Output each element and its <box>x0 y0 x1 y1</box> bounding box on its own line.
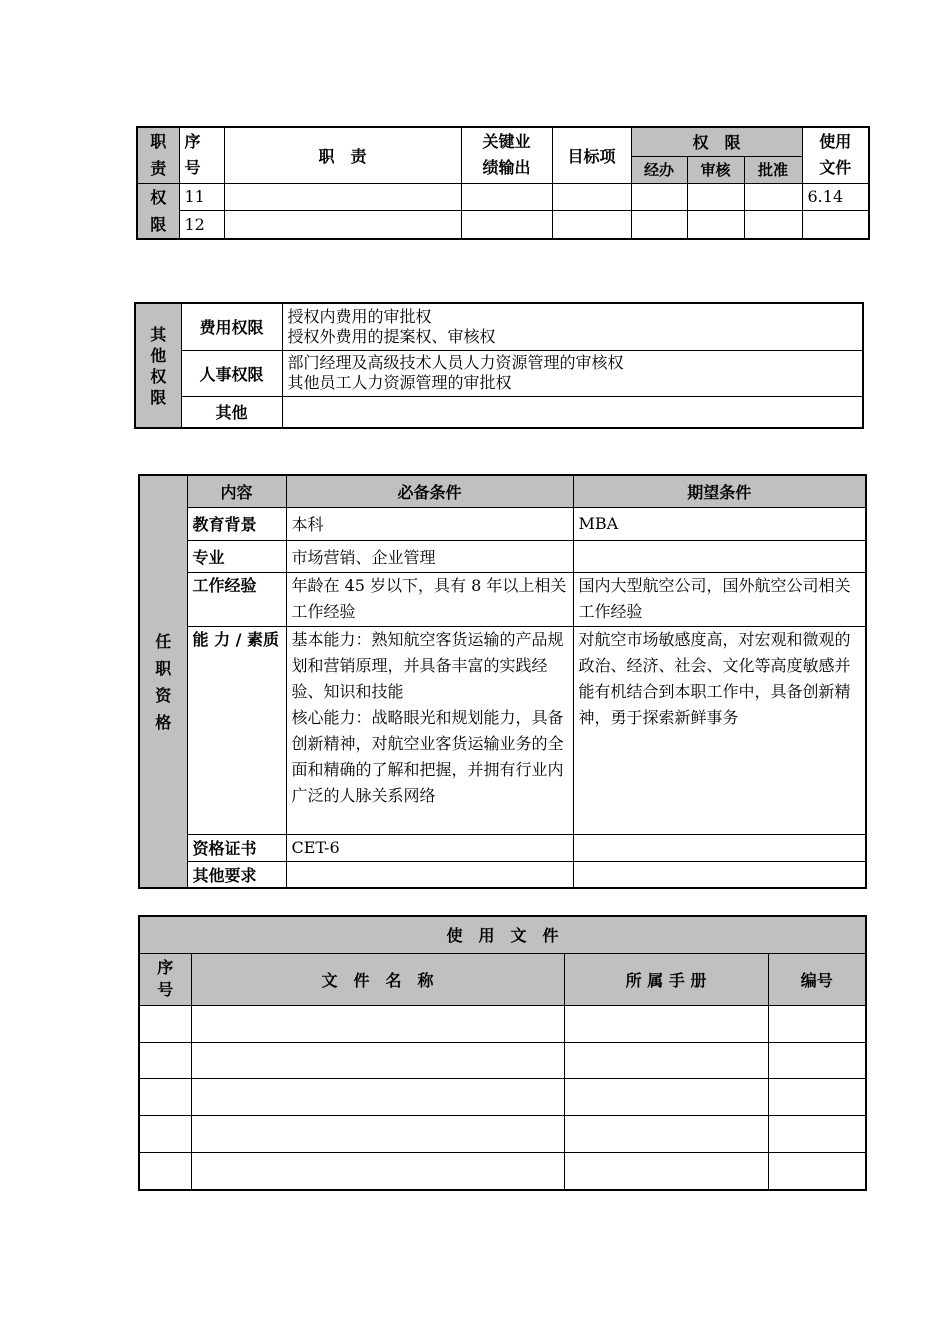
education-desired: MBA <box>573 507 866 540</box>
authority-side-label: 权 限 <box>137 183 179 239</box>
experience-required: 年龄在 45 岁以下，具有 8 年以上相关工作经验 <box>286 572 573 626</box>
certificate-desired <box>573 834 866 861</box>
row-file: 6.14 <box>802 183 869 210</box>
item-header: 内容 <box>187 475 286 507</box>
authority-table <box>136 126 870 240</box>
education-label: 教育背景 <box>187 507 286 540</box>
personnel-authority-label: 人事权限 <box>181 350 282 396</box>
experience-desired: 国内大型航空公司，国外航空公司相关工作经验 <box>573 572 866 626</box>
duty-column-header: 职 责 <box>137 127 179 183</box>
review-header: 审核 <box>687 156 744 183</box>
ability-required: 基本能力：熟知航空客货运输的产品规划和营销原理，并具备丰富的实践经验、知识和技能 核心能力：战略眼光和规划能力，具备创新精神，对航空业客货运输业务的全面和精确的了解和把握，并拥有行业内广泛的人脉关系网络 <box>286 626 573 834</box>
other-requirements-desired <box>573 861 866 888</box>
other-requirements-required <box>286 861 573 888</box>
ability-desired: 对航空市场敏感度高，对宏观和微观的政治、经济、社会、文化等高度敏感并能有机结合到本职工作中，具备创新精神，勇于探索新鲜事务 <box>573 626 866 834</box>
qualifications-side-label: 任 职 资 格 <box>139 475 187 888</box>
documents-title: 使 用 文 件 <box>139 916 866 953</box>
table-row <box>139 1042 866 1078</box>
handle-header: 经办 <box>631 156 687 183</box>
authority-header: 权 限 <box>631 127 802 156</box>
responsibility-header: 职 责 <box>224 127 461 183</box>
doc-code-header: 编号 <box>768 953 866 1005</box>
certificate-required: CET-6 <box>286 834 573 861</box>
other-label: 其他 <box>181 396 282 428</box>
key-output-header: 关键业 绩输出 <box>461 127 552 183</box>
table-row <box>139 1152 866 1190</box>
expense-authority-label: 费用权限 <box>181 303 282 350</box>
major-desired <box>573 540 866 572</box>
approve-header: 批准 <box>744 156 802 183</box>
other-authority-table <box>134 302 864 429</box>
expense-authority-content: 授权内费用的审批权 授权外费用的提案权、审核权 <box>282 303 863 350</box>
doc-manual-header: 所 属 手 册 <box>564 953 768 1005</box>
certificate-label: 资格证书 <box>187 834 286 861</box>
row-file <box>802 210 869 238</box>
other-requirements-label: 其他要求 <box>187 861 286 888</box>
documents-table <box>138 915 867 1191</box>
experience-label: 工作经验 <box>187 572 286 626</box>
seq-column-header: 序 号 <box>179 127 224 183</box>
required-header: 必备条件 <box>286 475 573 507</box>
personnel-authority-content: 部门经理及高级技术人员人力资源管理的审核权 其他员工人力资源管理的审批权 <box>282 350 863 396</box>
major-label: 专业 <box>187 540 286 572</box>
other-content <box>282 396 863 428</box>
ability-label: 能 力 / 素质 <box>187 626 286 834</box>
use-file-header: 使用 文件 <box>802 127 869 183</box>
row-seq: 12 <box>179 210 224 238</box>
row-seq: 11 <box>179 183 224 210</box>
doc-seq-header: 序 号 <box>139 953 191 1005</box>
target-header: 目标项 <box>552 127 631 183</box>
desired-header: 期望条件 <box>573 475 866 507</box>
table-row <box>139 1115 866 1152</box>
education-required: 本科 <box>286 507 573 540</box>
other-authority-side-label: 其 他 权 限 <box>135 303 181 428</box>
doc-name-header: 文 件 名 称 <box>191 953 564 1005</box>
table-row <box>139 1005 866 1042</box>
major-required: 市场营销、企业管理 <box>286 540 573 572</box>
table-row <box>139 1078 866 1115</box>
qualifications-table <box>138 474 867 889</box>
